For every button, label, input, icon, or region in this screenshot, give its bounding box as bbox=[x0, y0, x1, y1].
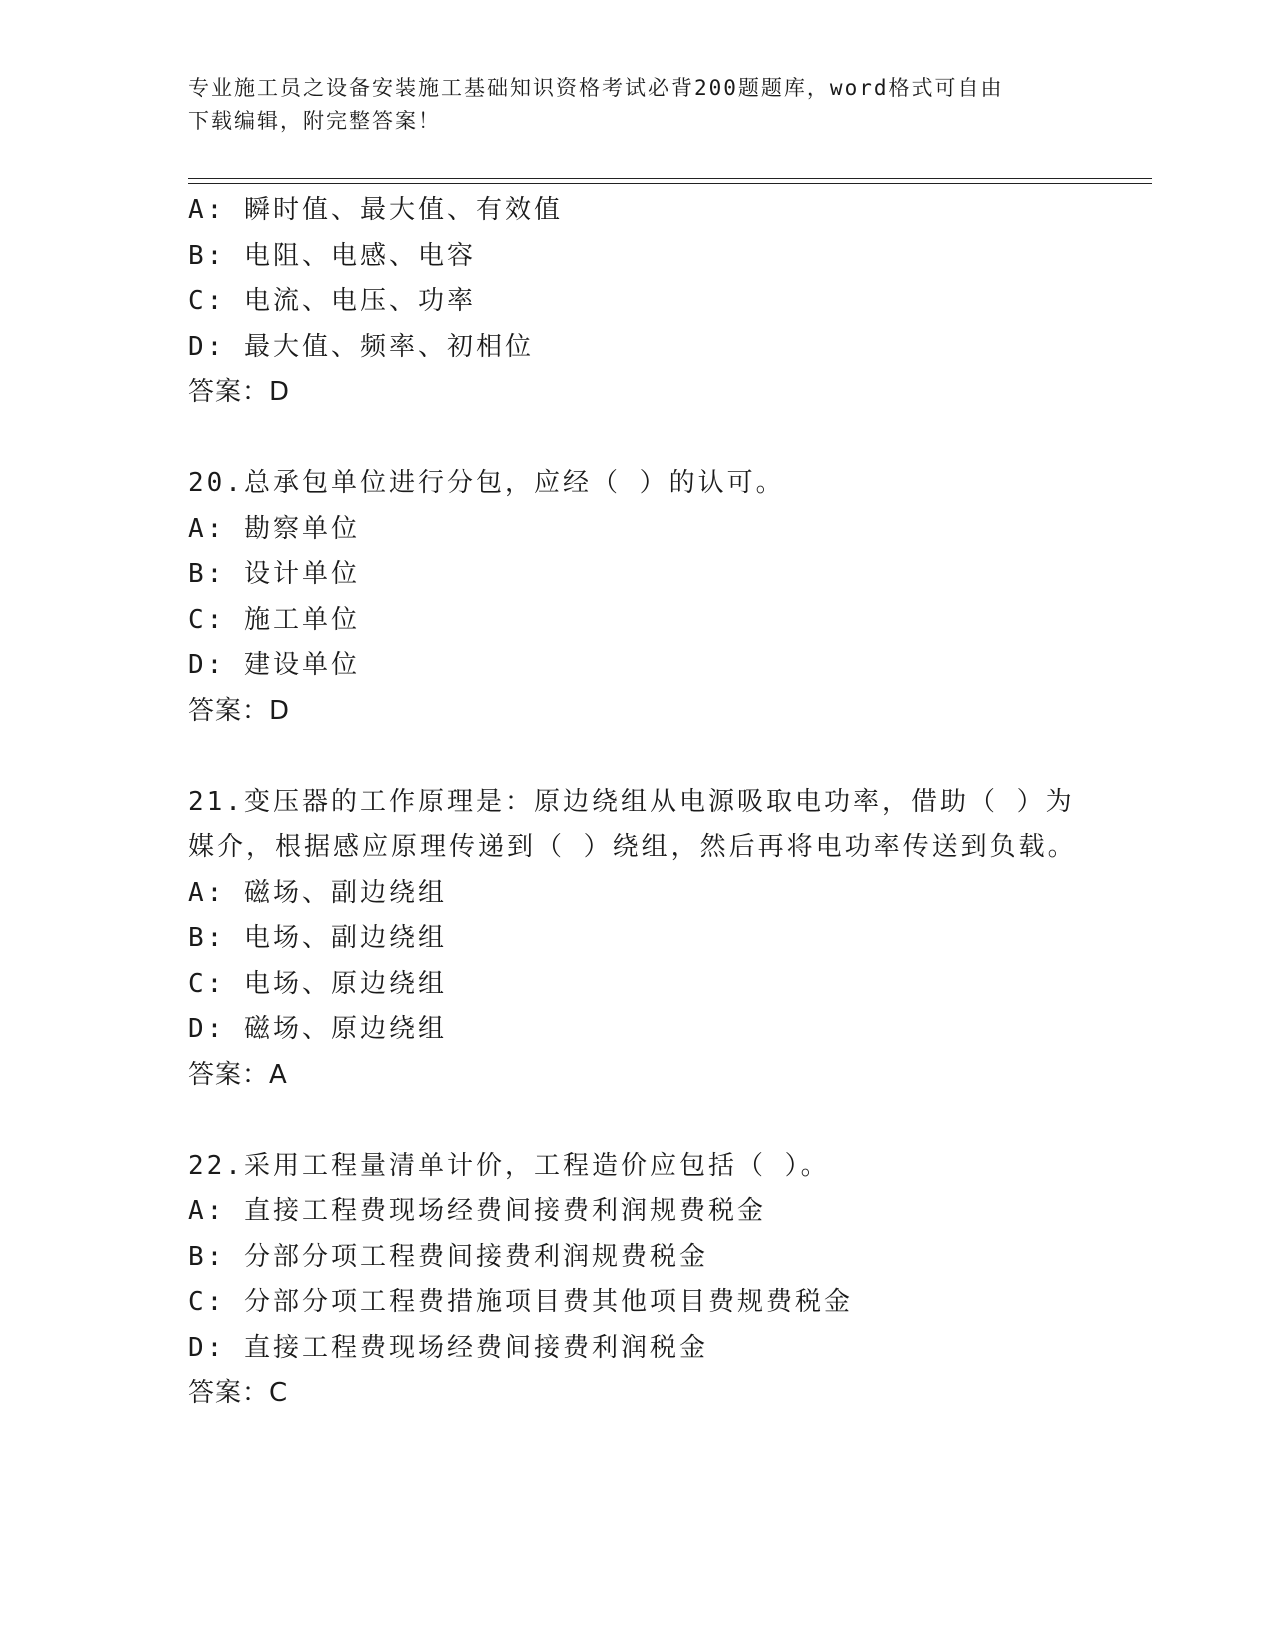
question-20-block bbox=[188, 461, 1088, 734]
answer-line: 答案：D bbox=[188, 377, 291, 407]
option-c: C: 施工单位 bbox=[188, 604, 360, 635]
option-c: C: 电场、原边绕组 bbox=[188, 968, 447, 999]
option-c: C: 电流、电压、功率 bbox=[188, 286, 476, 316]
question-stem-line-1: 21.变压器的工作原理是：原边绕组从电源吸取电功率，借助（ ）为 bbox=[188, 786, 1075, 817]
header-line-2: 下载编辑，附完整答案！ bbox=[188, 109, 441, 133]
question-21-block bbox=[188, 780, 1088, 1099]
question-19-block bbox=[188, 188, 1088, 416]
header-divider-top bbox=[188, 178, 1152, 179]
header-line-1: 专业施工员之设备安装施工基础知识资格考试必背200题题库，word格式可自由 bbox=[188, 76, 1004, 100]
option-b: B: 分部分项工程费间接费利润规费税金 bbox=[188, 1241, 708, 1272]
option-d: D: 磁场、原边绕组 bbox=[188, 1014, 447, 1044]
option-d: D: 最大值、频率、初相位 bbox=[188, 331, 534, 362]
answer-line: 答案：C bbox=[188, 1378, 289, 1408]
answer-line: 答案：D bbox=[188, 695, 291, 726]
option-b: B: 电场、副边绕组 bbox=[188, 923, 447, 953]
answer-line: 答案：A bbox=[188, 1059, 288, 1090]
option-b: B: 设计单位 bbox=[188, 559, 360, 589]
option-d: D: 建设单位 bbox=[188, 650, 360, 680]
question-stem: 22.采用工程量清单计价，工程造价应包括（ ）。 bbox=[188, 1150, 830, 1181]
question-22-block bbox=[188, 1144, 1088, 1417]
question-stem-line-2: 媒介，根据感应原理传递到（ ）绕组，然后再将电功率传送到负载。 bbox=[188, 832, 1077, 862]
option-d: D: 直接工程费现场经费间接费利润税金 bbox=[188, 1332, 708, 1363]
spacer bbox=[188, 734, 1088, 780]
option-a: A: 磁场、副边绕组 bbox=[188, 877, 447, 908]
spacer bbox=[188, 416, 1088, 462]
header-divider-bottom bbox=[188, 183, 1152, 184]
question-content bbox=[188, 188, 1088, 1417]
question-stem: 20.总承包单位进行分包，应经（ ）的认可。 bbox=[188, 468, 785, 498]
option-c: C: 分部分项工程费措施项目费其他项目费规费税金 bbox=[188, 1287, 853, 1317]
option-a: A: 直接工程费现场经费间接费利润规费税金 bbox=[188, 1196, 766, 1226]
spacer bbox=[188, 1098, 1088, 1144]
option-a: A: 瞬时值、最大值、有效值 bbox=[188, 195, 563, 225]
document-header bbox=[188, 72, 1088, 138]
option-a: A: 勘察单位 bbox=[188, 513, 360, 544]
option-b: B: 电阻、电感、电容 bbox=[188, 240, 476, 271]
